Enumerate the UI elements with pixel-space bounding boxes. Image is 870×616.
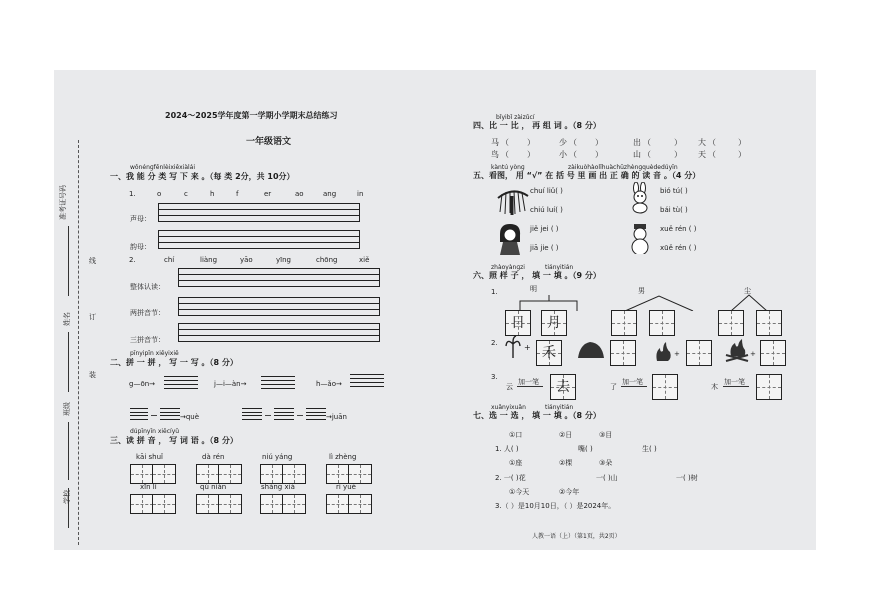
binding-line bbox=[78, 140, 79, 545]
q7-fill[interactable]: 嘴( ) bbox=[578, 445, 593, 453]
q4-paren-close: ） bbox=[674, 150, 682, 159]
add-stroke-label: 加一笔 bbox=[518, 378, 539, 386]
q1-item: ang bbox=[323, 190, 337, 198]
q7-fill[interactable]: 生( ) bbox=[642, 445, 657, 453]
q5-pinyin-b: zàikuòhàolǐhuàchūzhènɡquèdedúyīn bbox=[568, 164, 678, 171]
arrow-line bbox=[517, 386, 543, 387]
snowman-picture bbox=[627, 222, 653, 254]
q2-expr-2: j—i—àn→ bbox=[214, 380, 247, 388]
q6-pinyin-b: tiányitián bbox=[545, 264, 574, 271]
sample-box bbox=[541, 310, 567, 336]
q7-option: ①座 bbox=[509, 459, 523, 467]
zhengti-label: 整体认读： bbox=[130, 283, 165, 291]
q2-plus-stub bbox=[297, 415, 303, 416]
add-stroke-label: 加一笔 bbox=[622, 378, 643, 386]
q2-blank-3[interactable] bbox=[350, 374, 384, 387]
q3-word-pinyin: lì zhèng bbox=[329, 453, 357, 461]
q2-pinyin: pīnyipīn xiěyixiě bbox=[130, 350, 179, 357]
sanpin-label: 三拼音节： bbox=[130, 336, 165, 344]
q6-write-box[interactable] bbox=[756, 310, 782, 336]
class-label: 班级 bbox=[63, 402, 71, 416]
school-line bbox=[68, 488, 69, 528]
shengmu-label: 声母： bbox=[130, 215, 151, 223]
q2-expr-3: h—ǎo→ bbox=[316, 380, 342, 388]
q4-paren-close: ） bbox=[674, 138, 682, 147]
sample-char: 去 bbox=[556, 379, 570, 395]
sanpin-answer-lines[interactable] bbox=[178, 323, 380, 342]
liangpin-label: 两拼音节： bbox=[130, 309, 165, 317]
q4-paren-open: （ bbox=[569, 150, 577, 159]
q7-pinyin-b: tiányitián bbox=[545, 404, 574, 411]
liangpin-answer-lines[interactable] bbox=[178, 297, 380, 316]
seat-number-label: 准考证号码 bbox=[59, 185, 67, 220]
sample-box bbox=[550, 374, 576, 400]
q6-pinyin-a: zhàoyànɡzi bbox=[491, 264, 525, 271]
q6-char-mu: 木 bbox=[711, 383, 718, 391]
q4-paren-close: ） bbox=[595, 150, 603, 159]
shengmu-answer-lines[interactable] bbox=[158, 203, 360, 222]
bind-mark-3: 装 bbox=[89, 371, 96, 379]
arrow-line bbox=[621, 386, 647, 387]
q4-paren-close: ） bbox=[527, 138, 535, 147]
q1-item: yīng bbox=[276, 256, 291, 264]
q4-char: 大 bbox=[698, 138, 706, 147]
q1-row1-num: 1. bbox=[129, 190, 136, 198]
campfire-picture bbox=[724, 338, 750, 362]
q3-word-pinyin: niú yáng bbox=[262, 453, 293, 461]
q4-char: 鸟 bbox=[491, 150, 499, 159]
q1-item: c bbox=[184, 190, 188, 198]
q3-write-box[interactable] bbox=[130, 464, 154, 484]
q3-write-box[interactable] bbox=[218, 494, 242, 514]
arrow-line bbox=[723, 386, 749, 387]
q7-fill[interactable]: 3.（ ）是10月10日，（ ）是2024年。 bbox=[495, 502, 616, 510]
q5-option[interactable]: chuí liǔ( ) bbox=[530, 187, 563, 195]
school-label: 学校 bbox=[63, 490, 71, 504]
q5-pinyin-a: kàntú yònɡ bbox=[491, 164, 525, 171]
tree-root-char: 男 bbox=[638, 287, 645, 295]
q4-paren-open: （ bbox=[501, 138, 509, 147]
q1-item: xiě bbox=[359, 256, 370, 264]
q7-option: ②今年 bbox=[559, 488, 580, 496]
q3-write-box[interactable] bbox=[260, 494, 284, 514]
q6-item-number-3: 3. bbox=[491, 373, 498, 381]
q2-blank-5[interactable] bbox=[160, 408, 180, 420]
q4-char: 出 bbox=[633, 138, 641, 147]
q1-pinyin: wǒnénɡfēnlèixiěxiàlái bbox=[130, 164, 196, 171]
q1-item: liàng bbox=[200, 256, 218, 264]
q1-title: 一、我 能 分 类 写 下 来 。（每 类 2分，共 10分） bbox=[110, 172, 295, 181]
q5-title: 五、看图， 用 “√” 在 括 号 里 画 出 正 确 的 读 音 。（4 分） bbox=[473, 171, 701, 180]
bind-mark-1: 线 bbox=[89, 257, 96, 265]
q2-blank-8[interactable] bbox=[306, 408, 326, 420]
q1-item: f bbox=[236, 190, 239, 198]
yunmu-answer-lines[interactable] bbox=[158, 230, 360, 249]
q3-write-box[interactable] bbox=[260, 464, 284, 484]
q1-item: yāo bbox=[240, 256, 253, 264]
q1-item: in bbox=[357, 190, 364, 198]
q3-word-pinyin: qù nián bbox=[200, 483, 227, 491]
q4-paren-open: （ bbox=[569, 138, 577, 147]
q7-fill[interactable]: 一( )树 bbox=[676, 474, 698, 482]
q6-write-box[interactable] bbox=[611, 310, 637, 336]
sample-char: 月 bbox=[547, 315, 561, 331]
q4-paren-open: （ bbox=[643, 138, 651, 147]
q7-option: ①口 bbox=[509, 431, 523, 439]
q7-fill[interactable]: 1. 人( ) bbox=[495, 445, 519, 453]
q2-blank-4[interactable] bbox=[130, 408, 148, 420]
q3-word-pinyin: xīn lǐ bbox=[140, 483, 157, 491]
exam-paper bbox=[54, 70, 816, 550]
q6-write-box[interactable] bbox=[610, 340, 636, 366]
q3-write-box[interactable] bbox=[326, 494, 350, 514]
q3-write-box[interactable] bbox=[282, 494, 306, 514]
q3-write-box[interactable] bbox=[348, 494, 372, 514]
q5-option[interactable]: xuě rén ( ) bbox=[660, 225, 697, 233]
q6-write-box[interactable] bbox=[649, 310, 675, 336]
q1-item: h bbox=[210, 190, 215, 198]
q6-write-box[interactable] bbox=[756, 374, 782, 400]
q1-item: chōng bbox=[316, 256, 338, 264]
q6-write-box[interactable] bbox=[718, 310, 744, 336]
q4-char: 山 bbox=[633, 150, 641, 159]
q3-write-box[interactable] bbox=[152, 494, 176, 514]
q3-write-box[interactable] bbox=[152, 464, 176, 484]
q6-char-yun: 云 bbox=[506, 383, 513, 391]
q2-title: 二、拼 一 拼 ， 写 一 写 。（8 分） bbox=[110, 358, 238, 367]
exam-subject: 一年级语文 bbox=[246, 137, 292, 147]
q4-char: 天 bbox=[698, 150, 706, 159]
sample-box bbox=[536, 340, 562, 366]
sample-box bbox=[505, 310, 531, 336]
q1-row2-num: 2. bbox=[129, 256, 136, 264]
q3-word-pinyin: rì yuè bbox=[336, 483, 356, 491]
q5-option[interactable]: chiú luí( ) bbox=[530, 206, 563, 214]
q2-expr-4: →què bbox=[180, 413, 200, 421]
rice-plant-picture bbox=[504, 336, 522, 358]
q2-expr-5: →juān bbox=[326, 413, 347, 421]
seat-number-line bbox=[68, 226, 69, 296]
plus-sign: + bbox=[750, 350, 756, 358]
q2-blank-1[interactable] bbox=[164, 376, 198, 389]
sister-girl-picture bbox=[495, 222, 525, 256]
q2-expr-1: g—ōn→ bbox=[129, 380, 156, 388]
q6-item-number-2: 2. bbox=[491, 339, 498, 347]
q2-plus-stub bbox=[265, 415, 271, 416]
plus-sign: + bbox=[524, 343, 531, 352]
q5-option[interactable]: bió tú( ) bbox=[660, 187, 688, 195]
q4-paren-close: ） bbox=[738, 138, 746, 147]
q7-fill[interactable]: 2. 一( )花 bbox=[495, 474, 526, 482]
q3-word-pinyin: dà rén bbox=[202, 453, 225, 461]
sample-char: 日 bbox=[511, 315, 525, 331]
exam-title: 2024～2025学年度第一学期小学期末总结练习 bbox=[165, 111, 338, 120]
q4-char: 马 bbox=[491, 138, 499, 147]
sample-char: 禾 bbox=[542, 345, 556, 361]
q6-write-box[interactable] bbox=[686, 340, 712, 366]
q4-pinyin: bǐyibǐ zàizǔcí bbox=[496, 114, 535, 121]
q3-write-box[interactable] bbox=[196, 464, 220, 484]
q7-fill[interactable]: 一( )山 bbox=[596, 474, 618, 482]
q3-write-box[interactable] bbox=[282, 464, 306, 484]
q4-char: 小 bbox=[559, 150, 567, 159]
rabbit-picture bbox=[626, 182, 654, 214]
q1-item: o bbox=[157, 190, 162, 198]
q5-option[interactable]: jiě jei ( ) bbox=[530, 225, 559, 233]
q6-item-number-1: 1. bbox=[491, 288, 498, 296]
name-label: 姓名 bbox=[63, 312, 71, 326]
q4-char: 少 bbox=[559, 138, 567, 147]
tree-root-char: 尘 bbox=[744, 287, 751, 295]
q2-blank-6[interactable] bbox=[242, 408, 262, 420]
q4-paren-open: （ bbox=[708, 138, 716, 147]
q4-paren-open: （ bbox=[708, 150, 716, 159]
class-line bbox=[68, 422, 69, 480]
q5-option[interactable]: jiā jie ( ) bbox=[530, 244, 559, 252]
q7-option: ③目 bbox=[599, 431, 613, 439]
q3-write-box[interactable] bbox=[326, 464, 350, 484]
q3-word-pinyin: kāi shuǐ bbox=[136, 453, 163, 461]
q7-option: ②日 bbox=[559, 431, 573, 439]
q7-option: ③朵 bbox=[599, 459, 613, 467]
q5-option[interactable]: xūě rén ( ) bbox=[660, 244, 697, 252]
q3-write-box[interactable] bbox=[348, 464, 372, 484]
q6-write-box[interactable] bbox=[652, 374, 678, 400]
willow-tree-picture bbox=[494, 184, 532, 216]
tree-root-char: 明 bbox=[530, 285, 537, 293]
q2-blank-7[interactable] bbox=[274, 408, 294, 420]
q2-plus-stub bbox=[151, 415, 157, 416]
q4-paren-open: （ bbox=[501, 150, 509, 159]
q4-paren-open: （ bbox=[643, 150, 651, 159]
q7-title: 七、选 一 选 ， 填 一 填 。（8 分） bbox=[473, 411, 601, 420]
q7-pinyin-a: xuǎnyixuǎn bbox=[491, 404, 526, 411]
q4-paren-close: ） bbox=[595, 138, 603, 147]
q6-write-box[interactable] bbox=[760, 340, 786, 366]
add-stroke-label: 加一笔 bbox=[724, 378, 745, 386]
name-line bbox=[68, 332, 69, 392]
q3-write-box[interactable] bbox=[196, 494, 220, 514]
q6-char-le: 了 bbox=[610, 383, 617, 391]
q7-option: ①今天 bbox=[509, 488, 530, 496]
q6-title: 六、照 样 子 ， 填 一 填 。（9 分） bbox=[473, 271, 601, 280]
q3-word-pinyin: shàng xià bbox=[261, 483, 295, 491]
zhengti-answer-lines[interactable] bbox=[178, 268, 380, 287]
bind-mark-2: 订 bbox=[89, 313, 96, 321]
q3-pinyin: dúpīnyīn xiěcíyǔ bbox=[130, 428, 180, 435]
q1-item: chí bbox=[164, 256, 175, 264]
q2-blank-2[interactable] bbox=[261, 376, 295, 389]
q3-write-box[interactable] bbox=[218, 464, 242, 484]
q4-paren-close: ） bbox=[738, 150, 746, 159]
q5-option[interactable]: bái tù( ) bbox=[660, 206, 688, 214]
q1-item: er bbox=[264, 190, 272, 198]
q3-write-box[interactable] bbox=[130, 494, 154, 514]
q4-paren-close: ） bbox=[527, 150, 535, 159]
q1-item: ao bbox=[295, 190, 304, 198]
q4-title: 四、比 一 比 ， 再 组 词 。（8 分） bbox=[473, 121, 601, 130]
plus-sign: + bbox=[674, 350, 680, 358]
tree-branch-lines bbox=[509, 293, 799, 311]
q7-option: ②棵 bbox=[559, 459, 573, 467]
fire-picture bbox=[654, 340, 672, 362]
page-footer: 人教一语（上）（第1页，共2页） bbox=[532, 533, 621, 540]
q3-title: 三、读 拼 音 ， 写 词 语 。（8 分） bbox=[110, 436, 238, 445]
yunmu-label: 韵母： bbox=[130, 243, 151, 251]
rock-picture bbox=[576, 340, 606, 360]
